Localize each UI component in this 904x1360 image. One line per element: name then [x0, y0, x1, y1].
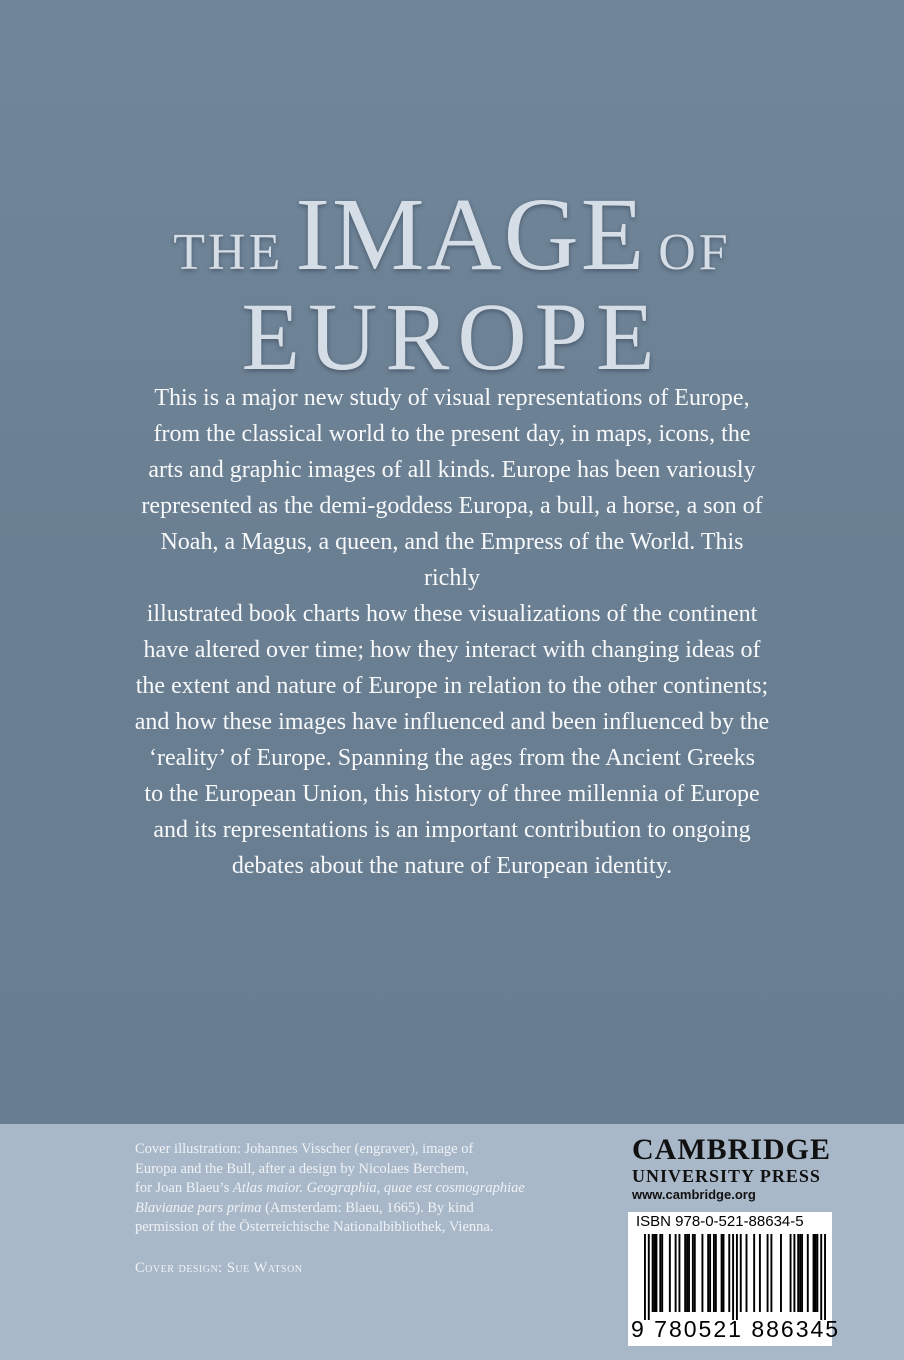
book-description — [130, 380, 774, 884]
barcode-bar — [801, 1234, 803, 1312]
barcode-bar — [824, 1234, 826, 1320]
description-line: to the European Union, this history of three millennia of Europe — [144, 781, 760, 807]
credit-line: permission of the Österreichische Nationalbibliothek, Vienna. — [135, 1219, 494, 1235]
barcode-bar — [707, 1234, 709, 1312]
credit-line: Europa and the Bull, after a design by Nicolaes Berchem, — [135, 1160, 469, 1177]
publisher-logo — [632, 1134, 832, 1204]
barcode-bar — [746, 1234, 748, 1312]
barcode-bar — [675, 1234, 677, 1312]
publisher-name: CAMBRIDGE — [632, 1133, 832, 1166]
barcode-bar — [728, 1234, 730, 1312]
barcode-bar — [709, 1234, 711, 1312]
credit-line: Cover illustration: Johannes Visscher (engraver), image of — [135, 1141, 474, 1157]
barcode-bar — [793, 1234, 795, 1312]
cover-illustration-credit — [135, 1140, 575, 1238]
barcode-bar — [721, 1234, 723, 1312]
title-word-image: IMAGE — [295, 177, 647, 292]
barcode-bar — [723, 1234, 725, 1312]
description-line: Noah, a Magus, a queen, and the Empress of the World. This richly — [160, 529, 744, 591]
barcode-bar — [736, 1234, 738, 1320]
barcode-bars — [644, 1234, 826, 1320]
isbn-label: ISBN 978-0-521-88634-5 — [636, 1213, 804, 1230]
description-line: have altered over time; how they interact with changing ideas of — [143, 637, 761, 663]
barcode-bar — [654, 1234, 656, 1312]
credit-work-title: Atlas maior. Geographia, quae est cosmographiae — [232, 1180, 525, 1196]
barcode-bar — [799, 1234, 801, 1312]
credit-work-title: Blavianae pars prima — [135, 1199, 262, 1216]
barcode-bar — [644, 1234, 646, 1320]
description-line: and how these images have influenced and been influenced by the — [134, 709, 770, 735]
description-line: represented as the demi-goddess Europa, a bull, a horse, a son of — [141, 493, 763, 519]
barcode-bar — [740, 1234, 742, 1312]
description-line: arts and graphic images of all kinds. Europe has been variously — [148, 457, 756, 483]
barcode-bar — [797, 1234, 799, 1312]
barcode-bar — [652, 1234, 654, 1312]
cover-design-credit: Cover design: Sue Watson — [135, 1260, 303, 1276]
title-word-europe: EUROPE — [241, 283, 663, 390]
barcode-bar — [661, 1234, 663, 1312]
title-word-the: THE — [173, 224, 284, 281]
barcode-bar — [813, 1234, 815, 1312]
description-line: This is a major new study of visual representations of Europe, — [154, 385, 750, 411]
credit-line — [135, 1199, 575, 1219]
barcode-bar — [715, 1234, 717, 1312]
barcode-bar — [753, 1234, 755, 1312]
publisher-url: www.cambridge.org — [632, 1187, 756, 1202]
barcode-bar — [669, 1234, 671, 1312]
description-line: debates about the nature of European identity. — [231, 853, 673, 879]
barcode-bar — [694, 1234, 696, 1312]
credit-text: for Joan Blaeu’s — [135, 1180, 233, 1196]
barcode-bar — [678, 1234, 680, 1312]
description-line: illustrated book charts how these visualizations of the continent — [146, 601, 758, 627]
barcode-bar — [790, 1234, 792, 1312]
barcode-number: 9 780521 886345 — [631, 1316, 841, 1342]
description-line: from the classical world to the present day, in maps, icons, the — [153, 421, 751, 447]
barcode-bar — [655, 1234, 657, 1312]
book-title — [0, 175, 904, 390]
barcode-bar — [686, 1234, 688, 1312]
barcode-bar — [659, 1234, 661, 1312]
credit-line — [135, 1179, 575, 1199]
barcode-bar — [780, 1234, 782, 1312]
description-line: ‘reality’ of Europe. Spanning the ages from the Ancient Greeks — [148, 745, 756, 771]
barcode-bar — [820, 1234, 822, 1320]
barcode-bar — [648, 1234, 650, 1320]
barcode-bar — [815, 1234, 817, 1312]
barcode-bar — [770, 1234, 772, 1312]
barcode-bar — [759, 1234, 761, 1312]
credit-text: (Amsterdam: Blaeu, 1665). By kind — [261, 1199, 474, 1216]
barcode-bar — [684, 1234, 686, 1312]
title-word-of: OF — [658, 224, 731, 281]
barcode-bar — [688, 1234, 690, 1312]
barcode-bar — [816, 1234, 818, 1312]
barcode-bar — [807, 1234, 809, 1312]
barcode-bar — [713, 1234, 715, 1312]
description-line: and its representations is an important contribution to ongoing — [153, 817, 751, 843]
title-line-1 — [0, 175, 904, 292]
barcode-bar — [767, 1234, 769, 1312]
barcode-bar — [701, 1234, 703, 1312]
barcode-bar — [732, 1234, 734, 1320]
publisher-subtitle: UNIVERSITY PRESS — [632, 1166, 821, 1186]
isbn-barcode — [628, 1212, 841, 1346]
description-line: the extent and nature of Europe in relation to the other continents; — [135, 673, 769, 699]
barcode-bar — [692, 1234, 694, 1312]
